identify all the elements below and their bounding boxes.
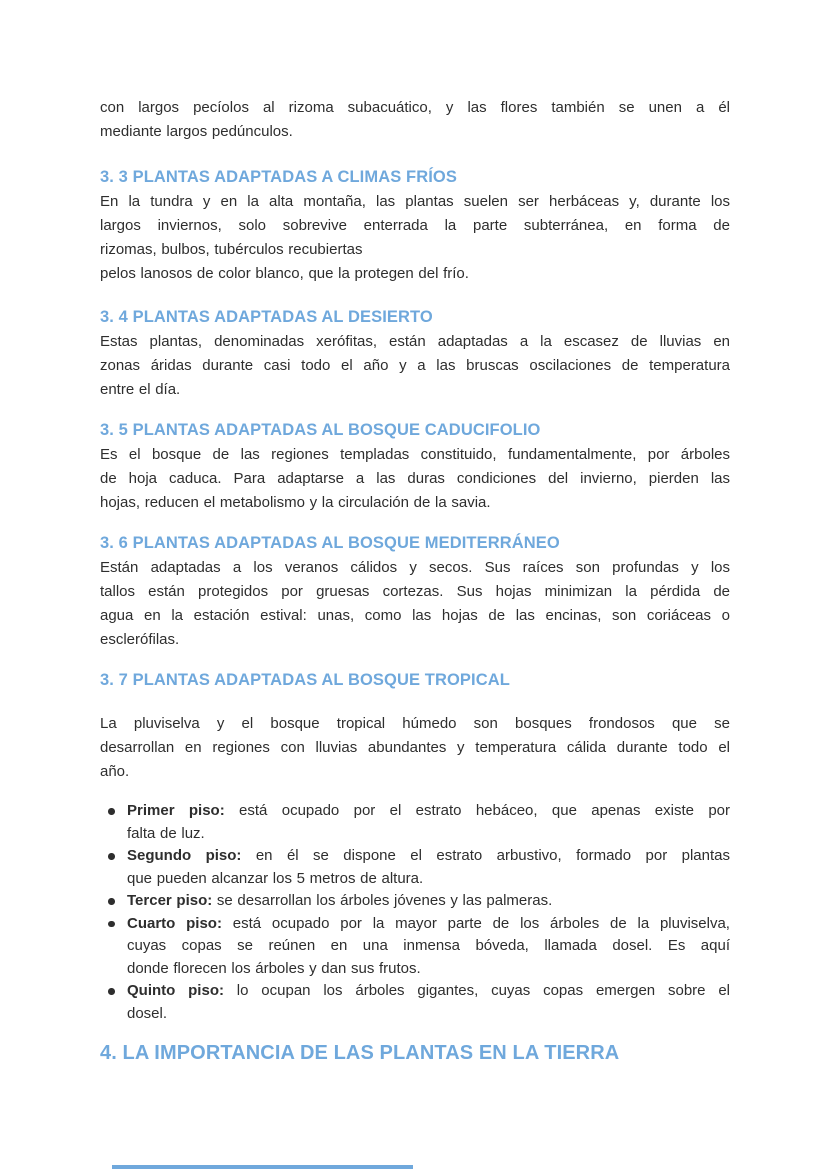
paragraph-line: desarrollan en regiones con lluvias abundantes y temperatura cálida durante todo el [100, 739, 730, 756]
bullet-icon [108, 921, 115, 928]
list-item [100, 980, 730, 1025]
section-paragraph-3-4 [100, 330, 730, 402]
paragraph-line: esclerófilas. [100, 631, 180, 648]
section-heading-3-7: 3. 7 PLANTAS ADAPTADAS AL BOSQUE TROPICAL [100, 671, 510, 689]
list-item-line [127, 890, 730, 913]
list-item-term: Segundo piso: [127, 847, 242, 864]
list-item-line: donde florecen los árboles y dan sus frutos. [127, 959, 421, 977]
list-item [100, 800, 730, 845]
section-heading-3-3: 3. 3 PLANTAS ADAPTADAS A CLIMAS FRÍOS [100, 168, 457, 186]
list-item-term: Primer piso: [127, 802, 225, 819]
list-item-line: dosel. [127, 1004, 168, 1022]
list-item [100, 890, 730, 913]
list-item-line [127, 800, 730, 823]
list-item-text: en él se dispone el estrato arbustivo, formado por plantas [241, 847, 730, 864]
paragraph-line: rizomas, bulbos, tubérculos recubiertas [100, 241, 363, 258]
paragraph-line: largos inviernos, solo sobrevive enterrada la parte subterránea, en forma de [100, 217, 730, 234]
chapter-heading-4: 4. LA IMPORTANCIA DE LAS PLANTAS EN LA TIERRA [100, 1042, 620, 1064]
bullet-icon [108, 808, 115, 815]
list-item-text: está ocupado por el estrato hebáceo, que apenas existe por [224, 802, 730, 819]
bullet-icon [108, 988, 115, 995]
section-paragraph-3-6 [100, 556, 730, 652]
paragraph-line: año. [100, 763, 130, 780]
paragraph-line: hojas, reducen el metabolismo y la circulación de la savia. [100, 494, 491, 511]
list-item-term: Quinto piso: [127, 982, 224, 999]
paragraph-line: Están adaptadas a los veranos cálidos y secos. Sus raíces son profundas y los [100, 559, 730, 576]
paragraph-line: En la tundra y en la alta montaña, las plantas suelen ser herbáceas y, durante los [100, 193, 730, 210]
paragraph-line: mediante largos pedúnculos. [100, 123, 293, 140]
list-item [100, 845, 730, 890]
next-heading-cutoff [112, 1165, 413, 1169]
paragraph-line: tallos están protegidos por gruesas cortezas. Sus hojas minimizan la pérdida de [100, 583, 730, 600]
list-item-text: se desarrollan los árboles jóvenes y las palmeras. [212, 892, 553, 909]
paragraph-line: Es el bosque de las regiones templadas constituido, fundamentalmente, por árboles [100, 446, 730, 463]
paragraph-line: agua en la estación estival: unas, como las hojas de las encinas, son coriáceas o [100, 607, 730, 624]
section-paragraph-3-3 [100, 190, 730, 286]
list-item-line [127, 845, 730, 868]
list-item-line [127, 980, 730, 1003]
paragraph-line: entre el día. [100, 381, 181, 398]
list-item-line: que pueden alcanzar los 5 metros de altura. [127, 869, 424, 887]
paragraph-line: zonas áridas durante casi todo el año y a las bruscas oscilaciones de temperatura [100, 357, 730, 374]
bullet-icon [108, 898, 115, 905]
section-paragraph-3-7 [100, 712, 730, 784]
section-paragraph-3-5 [100, 443, 730, 515]
list-item-term: Tercer piso: [127, 892, 213, 909]
list-item-term: Cuarto piso: [127, 914, 222, 932]
list-item-text: lo ocupan los árboles gigantes, cuyas copas emergen sobre el [223, 982, 730, 999]
bullet-icon [108, 853, 115, 860]
list-item-line [127, 913, 730, 936]
list-item-line: cuyas copas se reúnen en una inmensa bóveda, llamada dosel. Es aquí [127, 937, 730, 954]
intro-paragraph [100, 96, 730, 144]
list-item [100, 913, 730, 981]
section-heading-3-4: 3. 4 PLANTAS ADAPTADAS AL DESIERTO [100, 308, 433, 326]
paragraph-line: Estas plantas, denominadas xerófitas, están adaptadas a la escasez de lluvias en [100, 333, 730, 350]
paragraph-line: pelos lanosos de color blanco, que la protegen del frío. [100, 265, 469, 282]
paragraph-line: de hoja caduca. Para adaptarse a las duras condiciones del invierno, pierden las [100, 470, 730, 487]
paragraph-line: La pluviselva y el bosque tropical húmedo son bosques frondosos que se [100, 715, 730, 732]
section-heading-3-5: 3. 5 PLANTAS ADAPTADAS AL BOSQUE CADUCIFOLIO [100, 421, 541, 439]
paragraph-line: con largos pecíolos al rizoma subacuático, y las flores también se unen a él [100, 99, 730, 116]
list-item-text: está ocupado por la mayor parte de los árboles de la pluviselva, [221, 914, 730, 932]
forest-strata-list [100, 800, 730, 1025]
list-item-line: falta de luz. [127, 824, 205, 842]
section-heading-3-6: 3. 6 PLANTAS ADAPTADAS AL BOSQUE MEDITERRÁNEO [100, 534, 560, 552]
